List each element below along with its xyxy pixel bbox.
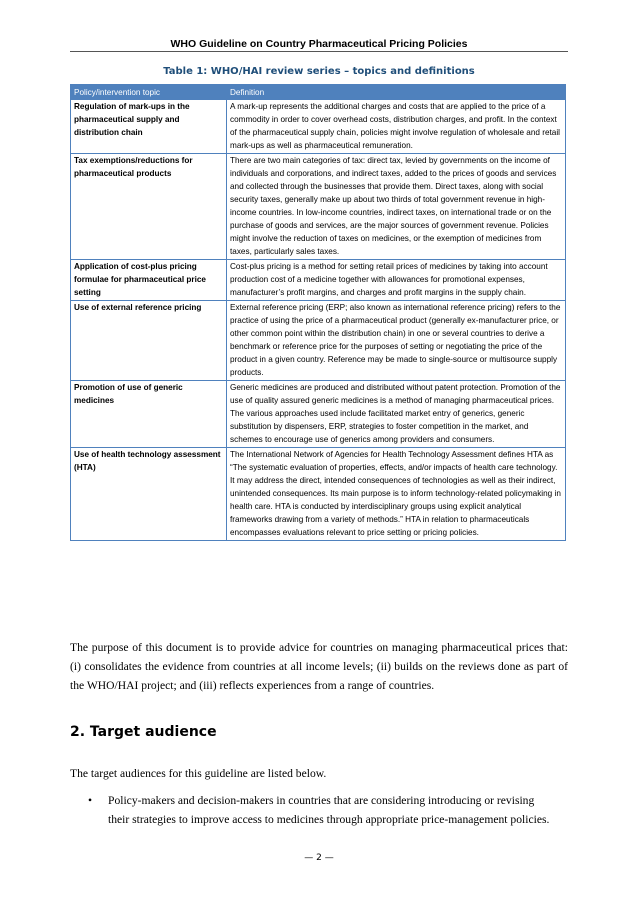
definition-cell: Generic medicines are produced and distributed without patent protection. Promotion of the use of quality assured generic medicines is a method of managing pharmaceutical prices. The various approaches used include facilitated market entry of generics, generic substitution by dispensers, ERP, strategies to foster competition in the market, and schemes to encourage use of generics among providers and consumers. xyxy=(227,381,566,448)
section-heading: 2. Target audience xyxy=(70,724,217,740)
table-row xyxy=(71,301,566,381)
header-divider xyxy=(70,51,568,52)
purpose-paragraph: The purpose of this document is to provide advice for countries on managing pharmaceutical prices that: (i) consolidates the evidence from countries at all income levels; (ii) builds on the reviews done as part of the WHO/HAI project; and (iii) reflects experiences from a range of countries. xyxy=(70,641,568,692)
topic-cell: Regulation of mark-ups in the pharmaceutical supply and distribution chain xyxy=(71,100,227,154)
topic-cell: Promotion of use of generic medicines xyxy=(71,381,227,448)
table-caption: Table 1: WHO/HAI review series – topics and definitions xyxy=(163,66,475,77)
bullet-marker: • xyxy=(88,794,93,807)
definition-cell: External reference pricing (ERP; also known as international reference pricing) refers to the practice of using the price of a pharmaceutical product (generally ex-manufacturer price, or other common point within the distribution chain) in one or several countries to derive a benchmark or reference price for the purposes of setting or negotiating the price of the product in a given country. Reference may be made to single-source or multisource supply products. xyxy=(227,301,566,381)
column-header-definition: Definition xyxy=(227,85,566,100)
topic-cell: Tax exemptions/reductions for pharmaceutical products xyxy=(71,154,227,260)
topics-definitions-table xyxy=(70,84,566,541)
table-row xyxy=(71,260,566,301)
bullet-text: Policy-makers and decision-makers in countries that are considering introducing or revising their strategies to improve access to medicines through appropriate price-management policies. xyxy=(108,794,550,826)
table-row xyxy=(71,154,566,260)
page-number: — 2 — xyxy=(304,853,334,863)
definition-cell: Cost-plus pricing is a method for setting retail prices of medicines by taking into account production cost of a medicine together with allowances for promotional expenses, manufacturer’s profit margins, and charges and profit margins in the supply chain. xyxy=(227,260,566,301)
definition-cell: The International Network of Agencies for Health Technology Assessment defines HTA as “The systematic evaluation of properties, effects, and/or impacts of health care technology. It may address the direct, intended consequences of technologies as well as their indirect, unintended consequences. Its main purpose is to inform technology-related policymaking in health care. HTA is conducted by interdisciplinary groups using explicit analytical frameworks drawing from a variety of methods.” HTA in relation to pharmaceuticals encompasses evaluations relevant to price setting or pricing policies. xyxy=(227,448,566,541)
table-row xyxy=(71,381,566,448)
topic-cell: Use of external reference pricing xyxy=(71,301,227,381)
table-header-row xyxy=(71,85,566,100)
topic-cell: Use of health technology assessment (HTA) xyxy=(71,448,227,541)
running-header-title: WHO Guideline on Country Pharmaceutical Pricing Policies xyxy=(170,38,468,50)
table-row xyxy=(71,448,566,541)
topic-cell: Application of cost-plus pricing formulae for pharmaceutical price setting xyxy=(71,260,227,301)
column-header-topic: Policy/intervention topic xyxy=(71,85,227,100)
definition-cell: A mark-up represents the additional charges and costs that are applied to the price of a commodity in order to cover overhead costs, distribution charges, and profit. In the context of the pharmaceutical supply chain, policies might involve regulation of wholesale and retail mark-ups as well as pharmaceutical remuneration. xyxy=(227,100,566,154)
definition-cell: There are two main categories of tax: direct tax, levied by governments on the income of individuals and corporations, and indirect taxes, added to the prices of goods and services and collected through the businesses that provide them. Direct taxes, along with social security taxes, generally make up about two thirds of total government revenue in high-income countries. In low-income countries, indirect taxes, on international trade or on the purchase of goods and services, are the major sources of government revenue. Policies might involve the reduction of taxes on medicines, or the exemption of medicines from taxes, particularly sales taxes. xyxy=(227,154,566,260)
intro-paragraph: The target audiences for this guideline are listed below. xyxy=(70,767,327,780)
table-row xyxy=(71,100,566,154)
